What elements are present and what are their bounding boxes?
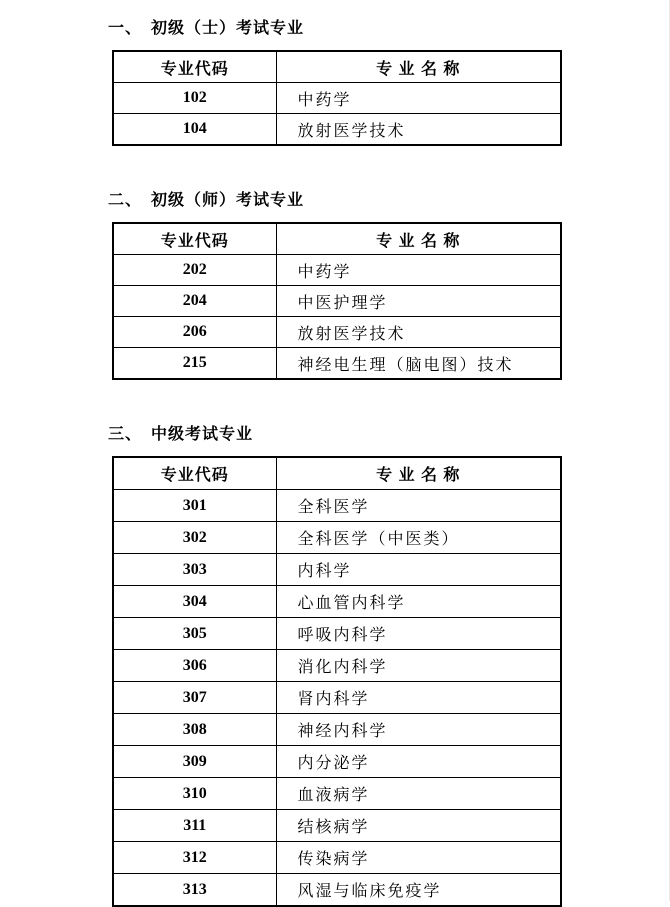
column-header-code: 专业代码 xyxy=(113,457,276,490)
specialty-code: 102 xyxy=(113,83,276,114)
specialty-name: 传染病学 xyxy=(276,842,561,874)
specialty-code: 104 xyxy=(113,114,276,146)
section-title: 中级考试专业 xyxy=(151,426,254,443)
specialty-table xyxy=(112,456,562,907)
specialty-table xyxy=(112,222,562,380)
specialty-name: 内分泌学 xyxy=(276,746,561,778)
column-header-name: 专 业 名 称 xyxy=(276,223,561,255)
column-header-code: 专业代码 xyxy=(113,223,276,255)
table-row xyxy=(113,286,561,317)
specialty-code: 308 xyxy=(113,714,276,746)
table-header-row xyxy=(113,457,561,490)
specialty-name: 神经内科学 xyxy=(276,714,561,746)
section-title: 初级（师）考试专业 xyxy=(151,192,305,209)
specialty-name: 中医护理学 xyxy=(276,286,561,317)
table-row xyxy=(113,874,561,907)
section-heading xyxy=(108,191,669,210)
specialty-name: 肾内科学 xyxy=(276,682,561,714)
specialty-name: 结核病学 xyxy=(276,810,561,842)
specialty-code: 204 xyxy=(113,286,276,317)
specialty-name: 放射医学技术 xyxy=(276,317,561,348)
specialty-name: 呼吸内科学 xyxy=(276,618,561,650)
table-row xyxy=(113,522,561,554)
section-numeral: 二、 xyxy=(108,192,143,209)
specialty-name: 心血管内科学 xyxy=(276,586,561,618)
section-numeral: 三、 xyxy=(108,426,143,443)
table-row xyxy=(113,255,561,286)
specialty-code: 302 xyxy=(113,522,276,554)
table-row xyxy=(113,317,561,348)
section-heading xyxy=(108,19,669,38)
specialty-name: 内科学 xyxy=(276,554,561,586)
table-row xyxy=(113,842,561,874)
specialty-name: 放射医学技术 xyxy=(276,114,561,146)
table-row xyxy=(113,714,561,746)
specialty-table xyxy=(112,50,562,146)
specialty-code: 307 xyxy=(113,682,276,714)
specialty-code: 301 xyxy=(113,490,276,522)
specialty-name: 血液病学 xyxy=(276,778,561,810)
specialty-code: 310 xyxy=(113,778,276,810)
specialty-code: 215 xyxy=(113,348,276,380)
specialty-code: 304 xyxy=(113,586,276,618)
specialty-name: 消化内科学 xyxy=(276,650,561,682)
specialty-code: 313 xyxy=(113,874,276,907)
specialty-name: 全科医学（中医类） xyxy=(276,522,561,554)
table-row xyxy=(113,810,561,842)
specialty-name: 中药学 xyxy=(276,255,561,286)
specialty-code: 305 xyxy=(113,618,276,650)
table-body xyxy=(113,490,561,907)
specialty-code: 306 xyxy=(113,650,276,682)
specialty-code: 312 xyxy=(113,842,276,874)
section-heading xyxy=(108,425,669,444)
section-intermediate xyxy=(108,425,669,907)
table-row xyxy=(113,650,561,682)
table-body xyxy=(113,83,561,146)
table-row xyxy=(113,778,561,810)
table-row xyxy=(113,618,561,650)
table-row xyxy=(113,490,561,522)
column-header-name: 专 业 名 称 xyxy=(276,51,561,83)
table-row xyxy=(113,348,561,380)
column-header-code: 专业代码 xyxy=(113,51,276,83)
table-row xyxy=(113,586,561,618)
table-header-row xyxy=(113,223,561,255)
section-junior-shi xyxy=(108,19,669,146)
table-body xyxy=(113,255,561,380)
section-numeral: 一、 xyxy=(108,20,143,37)
table-row xyxy=(113,554,561,586)
specialty-name: 风湿与临床免疫学 xyxy=(276,874,561,907)
table-row xyxy=(113,746,561,778)
specialty-code: 202 xyxy=(113,255,276,286)
specialty-code: 311 xyxy=(113,810,276,842)
section-junior-master xyxy=(108,191,669,380)
specialty-code: 206 xyxy=(113,317,276,348)
specialty-name: 全科医学 xyxy=(276,490,561,522)
column-header-name: 专 业 名 称 xyxy=(276,457,561,490)
specialty-code: 303 xyxy=(113,554,276,586)
table-row xyxy=(113,682,561,714)
table-header-row xyxy=(113,51,561,83)
table-row xyxy=(113,83,561,114)
specialty-name: 中药学 xyxy=(276,83,561,114)
table-row xyxy=(113,114,561,146)
specialty-code: 309 xyxy=(113,746,276,778)
specialty-name: 神经电生理（脑电图）技术 xyxy=(276,348,561,380)
section-title: 初级（士）考试专业 xyxy=(151,20,305,37)
